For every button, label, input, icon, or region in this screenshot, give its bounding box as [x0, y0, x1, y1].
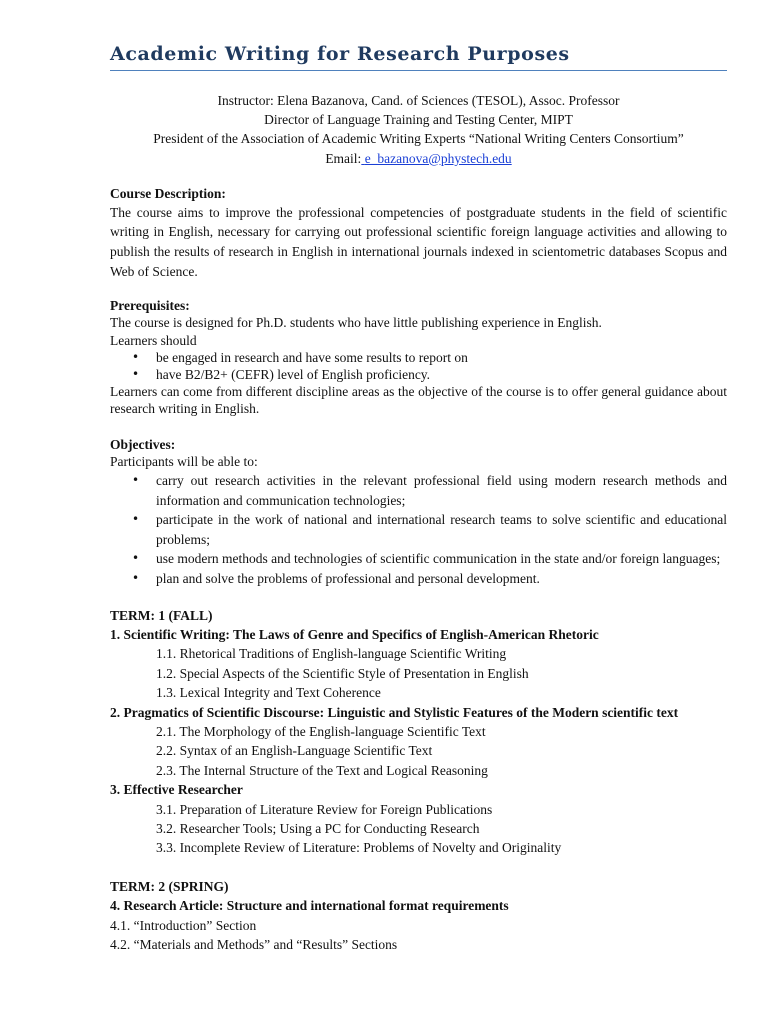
- email-label: Email:: [325, 150, 362, 166]
- document-title: Academic Writing for Research Purposes: [110, 43, 570, 65]
- prerequisites-section: [110, 297, 727, 417]
- module-4-title: 4. Research Article: Structure and international format requirements: [110, 898, 509, 914]
- prerequisites-heading: Prerequisites:: [110, 298, 190, 314]
- module-2-title: 2. Pragmatics of Scientific Discourse: Linguistic and Stylistic Features of the Modern scientific text: [110, 704, 679, 720]
- module-4-topic: 4.2. “Materials and Methods” and “Results” Sections: [110, 937, 398, 953]
- director-line: Director of Language Training and Testing Center, MIPT: [264, 112, 573, 128]
- instructor-line: Instructor: Elena Bazanova, Cand. of Sciences (TESOL), Assoc. Professor: [217, 93, 620, 108]
- email-line: [110, 149, 727, 168]
- term-2-section: [110, 877, 727, 955]
- objectives-heading: Objectives:: [110, 436, 176, 452]
- objectives-section: [110, 436, 727, 589]
- document-page: [110, 0, 727, 954]
- module-1-topic: 1.3. Lexical Integrity and Text Coherence: [156, 685, 381, 701]
- list-item: • participate in the work of national and international research teams to solve scientific and educational problems;: [110, 510, 727, 549]
- course-description-heading: Course Description:: [110, 185, 226, 201]
- list-item: • be engaged in research and have some results to report on: [110, 349, 727, 366]
- term-2-heading: TERM: 2 (SPRING): [110, 878, 229, 894]
- instructor-block: [110, 91, 727, 168]
- module-3-topic: 3.2. Researcher Tools; Using a PC for Conducting Research: [156, 821, 480, 837]
- module-4-topic: 4.1. “Introduction” Section: [110, 917, 257, 933]
- president-line: President of the Association of Academic Writing Experts “National Writing Centers Consortium”: [153, 131, 684, 147]
- module-1-topic: 1.2. Special Aspects of the Scientific Style of Presentation in English: [156, 665, 529, 681]
- prerequisites-list: [110, 349, 727, 383]
- course-description-section: [110, 184, 727, 281]
- email-address: e_bazanova@phystech.edu: [364, 150, 512, 166]
- term-1-section: [110, 606, 727, 858]
- module-3-title: 3. Effective Researcher: [110, 782, 243, 798]
- module-1-title: 1. Scientific Writing: The Laws of Genre and Specifics of English-American Rhetoric: [110, 626, 599, 642]
- prerequisites-learners-should: Learners should: [110, 332, 197, 348]
- list-item: • have B2/B2+ (CEFR) level of English proficiency.: [110, 366, 727, 383]
- module-2-topic: 2.1. The Morphology of the English-language Scientific Text: [156, 724, 486, 740]
- module-2-topic: 2.2. Syntax of an English-Language Scientific Text: [156, 743, 433, 759]
- email-link[interactable]: [361, 151, 511, 166]
- list-item: • carry out research activities in the relevant professional field using modern research methods and information and communication technologies;: [110, 471, 727, 510]
- objectives-list: [110, 471, 727, 589]
- list-item: • use modern methods and technologies of scientific communication in the state and/or foreign languages;: [110, 549, 727, 569]
- objectives-intro: Participants will be able to:: [110, 454, 258, 470]
- course-description-text: The course aims to improve the professional competencies of postgraduate students in the field of scientific writing in English, necessary for carrying out professional scientific foreign language activities and allowing to publish the results of research in English in international journals indexed in scientometric databases Scopus and Web of Science.: [110, 204, 727, 279]
- module-3-topic: 3.3. Incomplete Review of Literature: Problems of Novelty and Originality: [156, 840, 562, 856]
- list-item: • plan and solve the problems of professional and personal development.: [110, 569, 727, 589]
- prerequisites-intro: The course is designed for Ph.D. students who have little publishing experience in English.: [110, 315, 602, 331]
- module-2-topic: 2.3. The Internal Structure of the Text and Logical Reasoning: [156, 762, 488, 778]
- prerequisites-outro: Learners can come from different discipline areas as the objective of the course is to offer general guidance about research writing in English.: [110, 384, 727, 417]
- title-underline-rule: [110, 70, 727, 71]
- term-1-heading: TERM: 1 (FALL): [110, 607, 213, 623]
- module-1-topic: 1.1. Rhetorical Traditions of English-language Scientific Writing: [156, 646, 507, 662]
- module-3-topic: 3.1. Preparation of Literature Review for Foreign Publications: [156, 801, 493, 817]
